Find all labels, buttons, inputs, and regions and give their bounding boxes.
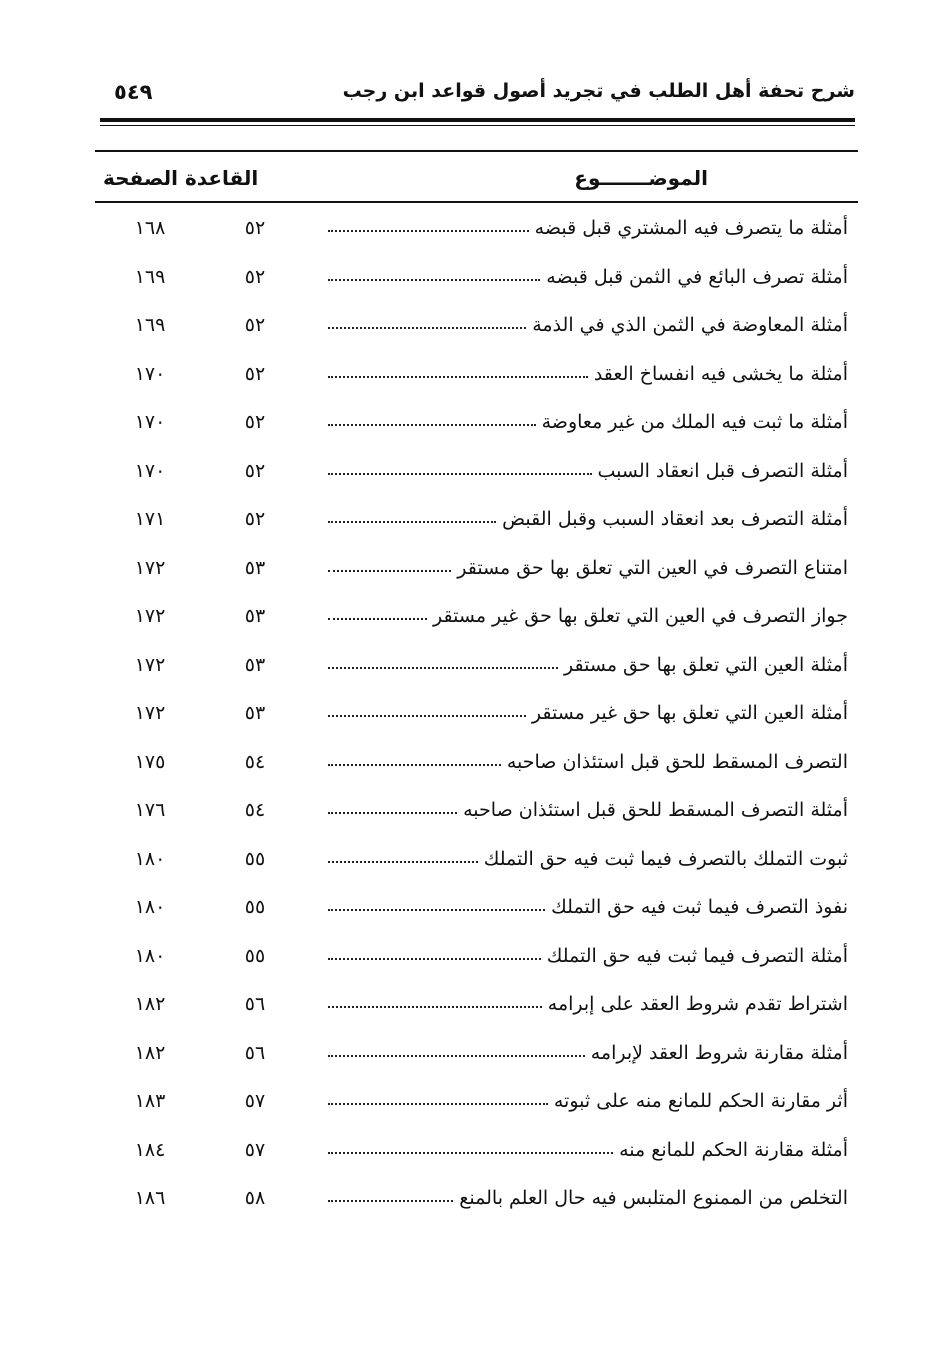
table-row — [95, 351, 858, 400]
topic-title: أمثلة ما يتصرف فيه المشتري قبل قبضه — [534, 217, 848, 239]
topic-cell — [328, 896, 848, 918]
table-row — [95, 739, 858, 788]
topic-cell — [328, 508, 848, 530]
table-row — [95, 254, 858, 303]
dot-leader — [328, 1200, 453, 1202]
rule-number: ٥٣ — [244, 556, 266, 579]
topic-cell — [328, 1139, 848, 1161]
dot-leader — [328, 327, 526, 329]
rule-number: ٥٢ — [244, 508, 266, 530]
page-reference: ١٨٢ — [134, 1041, 166, 1064]
table-body — [95, 205, 858, 1224]
rule-number: ٥٢ — [244, 459, 266, 482]
rule-number: ٥٣ — [244, 605, 266, 627]
rule-number: ٥٦ — [244, 993, 266, 1015]
page-reference: ١٧١ — [134, 508, 166, 530]
page-number: ٥٤٩ — [114, 80, 153, 104]
page-reference: ١٨٠ — [134, 847, 166, 870]
page-reference: ١٧٠ — [134, 459, 166, 482]
page-reference: ١٦٨ — [134, 217, 166, 239]
topic-cell — [328, 605, 848, 627]
page-reference: ١٦٩ — [134, 314, 166, 336]
rule-number: ٥٧ — [244, 1090, 266, 1112]
topic-cell — [328, 363, 848, 385]
dot-leader — [328, 958, 541, 960]
dot-leader — [328, 521, 496, 523]
running-header — [100, 80, 855, 114]
rule-number: ٥٢ — [244, 265, 266, 288]
column-header-page: الصفحة — [103, 166, 179, 190]
table-row — [95, 205, 858, 254]
table-row — [95, 302, 858, 351]
topic-cell — [328, 993, 848, 1015]
table-row — [95, 981, 858, 1030]
rule-number: ٥٧ — [244, 1138, 266, 1161]
topic-title: أمثلة التصرف المسقط للحق قبل استئذان صاحبه — [463, 799, 848, 821]
topic-title: نفوذ التصرف فيما ثبت فيه حق التملك — [551, 896, 848, 918]
page-reference: ١٧٠ — [134, 411, 166, 433]
column-header-rule: القاعدة — [185, 166, 259, 190]
topic-title: التصرف المسقط للحق قبل استئذان صاحبه — [506, 750, 848, 773]
dot-leader — [328, 376, 588, 378]
table-row — [95, 1030, 858, 1079]
topic-title: أمثلة ما يخشى فيه انفساخ العقد — [593, 362, 848, 385]
dot-leader — [328, 1055, 585, 1057]
topic-cell — [328, 1187, 848, 1209]
dot-leader — [328, 1152, 613, 1154]
table-row — [95, 787, 858, 836]
topic-cell — [328, 411, 848, 433]
dot-leader — [328, 909, 545, 911]
topic-cell — [328, 557, 848, 579]
table-row — [95, 448, 858, 497]
table-row — [95, 933, 858, 982]
table-row — [95, 884, 858, 933]
rule-number: ٥٤ — [244, 799, 266, 821]
rule-number: ٥٣ — [244, 653, 266, 676]
rule-number: ٥٢ — [244, 217, 266, 239]
topic-title: ثبوت التملك بالتصرف فيما ثبت فيه حق التملك — [483, 847, 848, 870]
topic-title: اشتراط تقدم شروط العقد على إبرامه — [547, 993, 848, 1015]
rule-number: ٥٦ — [244, 1041, 266, 1064]
page-reference: ١٦٩ — [134, 265, 166, 288]
topic-title: أمثلة ما ثبت فيه الملك من غير معاوضة — [541, 411, 848, 433]
table-row — [95, 642, 858, 691]
dot-leader — [328, 715, 526, 717]
topic-cell — [328, 751, 848, 773]
dot-leader — [328, 812, 457, 814]
dot-leader — [328, 279, 540, 281]
table-row — [95, 593, 858, 642]
topic-title: امتناع التصرف في العين التي تعلق بها حق مستقر — [457, 556, 848, 579]
topic-title: أمثلة المعاوضة في الثمن الذي في الذمة — [532, 314, 848, 336]
rule-number: ٥٢ — [244, 362, 266, 385]
dot-leader — [328, 1006, 542, 1008]
dot-leader — [328, 861, 478, 863]
topic-title: التخلص من الممنوع المتلبس فيه حال العلم بالمنع — [459, 1187, 848, 1209]
dot-leader — [328, 570, 451, 572]
dot-leader — [328, 473, 592, 475]
topic-cell — [328, 848, 848, 870]
topic-title: جواز التصرف في العين التي تعلق بها حق غير مستقر — [433, 605, 848, 627]
table-top-rule — [95, 150, 858, 152]
table-row — [95, 690, 858, 739]
page-reference: ١٨٢ — [134, 993, 166, 1015]
rule-number: ٥٢ — [244, 411, 266, 433]
rule-number: ٥٥ — [244, 847, 266, 870]
page-reference: ١٧٦ — [134, 799, 166, 821]
topic-title: أمثلة التصرف قبل انعقاد السبب — [597, 459, 848, 482]
topic-cell — [328, 799, 848, 821]
page-reference: ١٨٠ — [134, 944, 166, 967]
header-rule-thin — [100, 125, 855, 126]
page-reference: ١٧٢ — [134, 702, 166, 724]
topic-title: أمثلة التصرف بعد انعقاد السبب وقبل القبض — [502, 508, 848, 530]
rule-number: ٥٥ — [244, 944, 266, 967]
topic-title: أمثلة مقارنة الحكم للمانع منه — [619, 1138, 848, 1161]
topic-cell — [328, 460, 848, 482]
topic-cell — [328, 1042, 848, 1064]
page-reference: ١٨٠ — [134, 896, 166, 918]
table-row — [95, 496, 858, 545]
rule-number: ٥٥ — [244, 896, 266, 918]
topic-title: أمثلة العين التي تعلق بها حق غير مستقر — [531, 702, 848, 724]
page-reference: ١٨٤ — [134, 1138, 166, 1161]
page-reference: ١٧٠ — [134, 362, 166, 385]
topic-cell — [328, 217, 848, 239]
topic-title: أمثلة تصرف البائع في الثمن قبل قبضه — [546, 265, 848, 288]
rule-number: ٥٢ — [244, 314, 266, 336]
dot-leader — [328, 424, 536, 426]
table-row — [95, 836, 858, 885]
header-rule-thick — [100, 118, 855, 122]
table-header-rule — [95, 201, 858, 203]
topic-cell — [328, 266, 848, 288]
table-row — [95, 1127, 858, 1176]
dot-leader — [328, 764, 501, 766]
page-reference: ١٧٢ — [134, 556, 166, 579]
page-reference: ١٧٥ — [134, 750, 166, 773]
column-header-topic: الموضـــــــوع — [574, 166, 708, 190]
topic-title: أثر مقارنة الحكم للمانع منه على ثبوته — [553, 1090, 848, 1112]
topic-cell — [328, 945, 848, 967]
book-title: شرح تحفة أهل الطلب في تجريد أصول قواعد ابن رجب — [342, 80, 855, 102]
table-header — [95, 160, 858, 200]
dot-leader — [328, 667, 558, 669]
page-reference: ١٧٢ — [134, 653, 166, 676]
dot-leader — [328, 230, 529, 232]
topic-cell — [328, 654, 848, 676]
table-row — [95, 1078, 858, 1127]
table-row — [95, 399, 858, 448]
topic-cell — [328, 1090, 848, 1112]
topic-title: أمثلة مقارنة شروط العقد لإبرامه — [590, 1041, 848, 1064]
dot-leader — [328, 1103, 548, 1105]
rule-number: ٥٨ — [244, 1187, 266, 1209]
rule-number: ٥٣ — [244, 702, 266, 724]
dot-leader — [328, 618, 427, 620]
topic-cell — [328, 314, 848, 336]
topic-title: أمثلة العين التي تعلق بها حق مستقر — [564, 653, 848, 676]
table-row — [95, 545, 858, 594]
topic-cell — [328, 702, 848, 724]
rule-number: ٥٤ — [244, 750, 266, 773]
page-reference: ١٨٦ — [134, 1187, 166, 1209]
page-reference: ١٨٣ — [134, 1090, 166, 1112]
page-reference: ١٧٢ — [134, 605, 166, 627]
table-row — [95, 1175, 858, 1224]
topic-title: أمثلة التصرف فيما ثبت فيه حق التملك — [546, 944, 848, 967]
